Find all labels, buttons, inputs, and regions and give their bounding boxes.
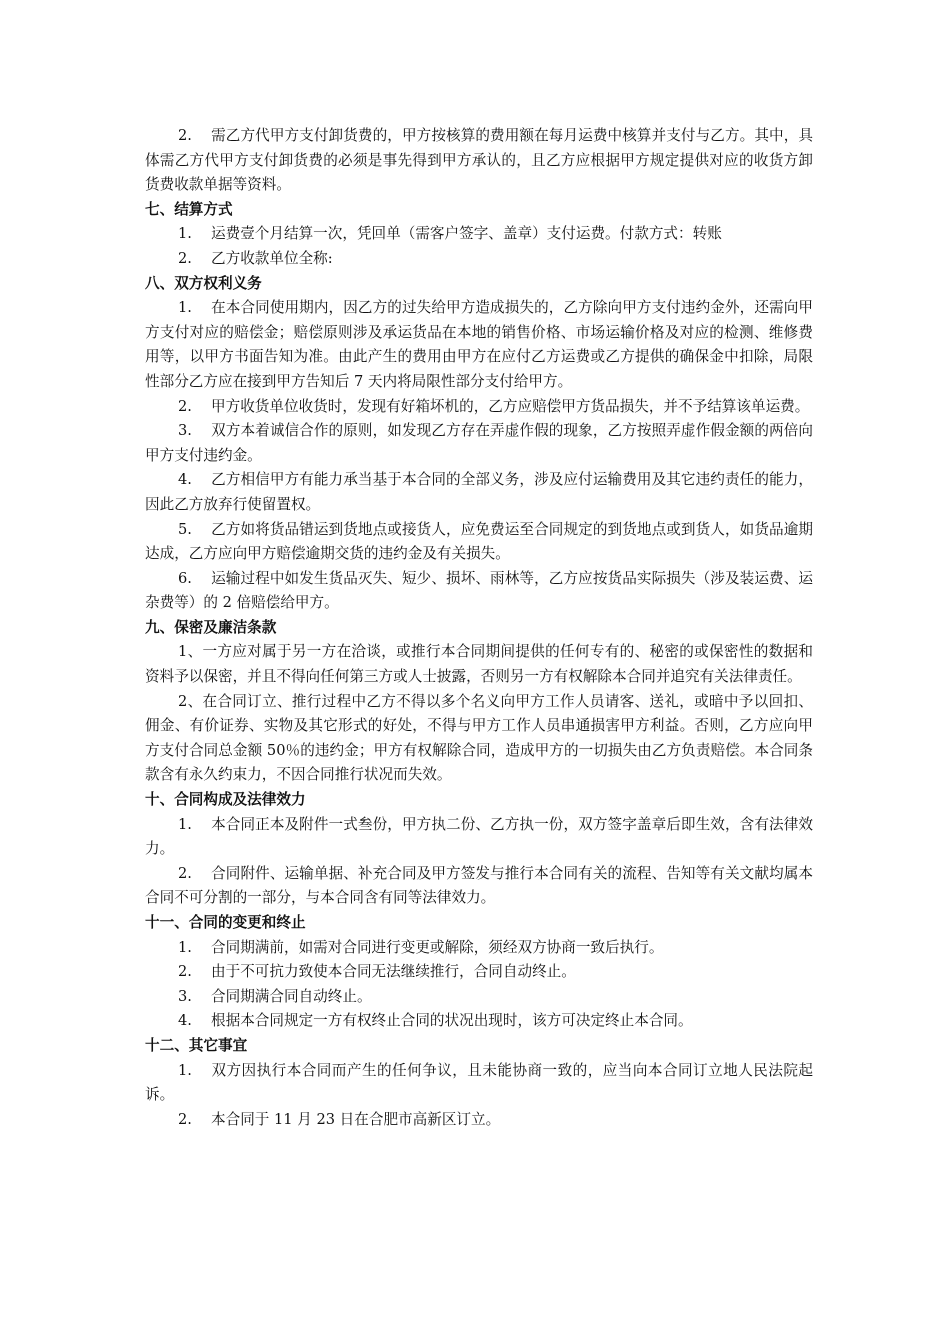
clause-text: 本合同于 11 月 23 日在合肥市高新区订立。 [211, 1110, 501, 1128]
clause-number: 2. [178, 397, 192, 415]
section-12-heading: 十二、其它事宜 [145, 1036, 248, 1054]
clause-7-2 [145, 247, 813, 272]
clause-text: 合同期满合同自动终止。 [211, 987, 372, 1005]
clause-number: 5. [178, 520, 192, 538]
clause-8-4 [145, 468, 813, 517]
clause-number: 1. [178, 225, 192, 243]
clause-8-5 [145, 518, 813, 567]
clause-text: 在本合同使用期内，因乙方的过失给甲方造成损失的，乙方除向甲方支付违约金外，还需向甲方支付对应的赔偿金；赔偿原则涉及承运货品在本地的销售价格、市场运输价格及对应的检测、维修费用等，以甲方书面告知为准。由此产生的费用由甲方在应付乙方运费或乙方提供的确保金中扣除，局限性部分乙方应在接到甲方告知后 7 天内将局限性部分支付给甲方。 [145, 299, 813, 390]
clause-10-1 [145, 813, 813, 862]
clause-8-3 [145, 419, 813, 468]
clause-text: 双方因执行本合同而产生的任何争议，且未能协商一致的，应当向本合同订立地人民法院起诉。 [145, 1061, 813, 1104]
clause-11-3 [145, 985, 813, 1010]
clause-8-2 [145, 395, 813, 420]
clause-text: 由于不可抗力致使本合同无法继续推行，合同自动终止。 [211, 963, 576, 981]
clause-11-2 [145, 960, 813, 985]
section-7-heading: 七、结算方式 [145, 200, 233, 218]
clause-number: 4. [178, 471, 192, 489]
clause-text: 运输过程中如发生货品灭失、短少、损坏、雨林等，乙方应按货品实际损失（涉及装运费、运杂费等）的 2 倍赔偿给甲方。 [145, 569, 813, 612]
clause-text: 合同期满前，如需对合同进行变更或解除，须经双方协商一致后执行。 [211, 938, 664, 956]
clause-8-6 [145, 567, 813, 616]
clause-text: 本合同正本及附件一式叁份，甲方执二份、乙方执一份，双方签字盖章后即生效，含有法律效力。 [145, 815, 813, 858]
clause-text: 需乙方代甲方支付卸货费的，甲方按核算的费用额在每月运费中核算并支付与乙方。其中，具体需乙方代甲方支付卸货费的必须是事先得到甲方承认的，且乙方应根据甲方规定提供对应的收货方卸货费收款单据等资料。 [145, 127, 813, 194]
clause-number: 1. [178, 299, 192, 317]
clause-6-2 [145, 124, 813, 198]
document-page [145, 124, 813, 1132]
clause-number: 6. [178, 569, 192, 587]
clause-text: 乙方相信甲方有能力承当基于本合同的全部义务，涉及应付运输费用及其它违约责任的能力，因此乙方放弃行使留置权。 [145, 471, 813, 513]
clause-9-2: 2、在合同订立、推行过程中乙方不得以多个名义向甲方工作人员请客、送礼，或暗中予以回扣、佣金、有价证券、实物及其它形式的好处，不得与甲方工作人员串通损害甲方利益。否则，乙方应向甲方支付合同总金额 50％的违约金；甲方有权解除合同，造成甲方的一切损失由乙方负责赔偿。本合同条款含有永久约束力，不因合同推行状况而失效。 [145, 692, 813, 784]
clause-text: 合同附件、运输单据、补充合同及甲方签发与推行本合同有关的流程、告知等有关文献均属本合同不可分割的一部分，与本合同含有同等法律效力。 [145, 864, 813, 907]
clause-number: 2. [178, 963, 192, 981]
clause-10-2 [145, 862, 813, 911]
clause-11-1 [145, 936, 813, 961]
clause-number: 3. [178, 987, 192, 1005]
clause-text: 双方本着诚信合作的原则，如发现乙方存在弄虚作假的现象，乙方按照弄虚作假金额的两倍向甲方支付违约金。 [145, 422, 813, 464]
clause-number: 2. [178, 127, 192, 144]
section-9-heading: 九、保密及廉洁条款 [145, 618, 277, 636]
clause-number: 1. [178, 938, 192, 956]
clause-12-1 [145, 1059, 813, 1108]
clause-8-1 [145, 296, 813, 394]
clause-text: 乙方收款单位全称: [211, 249, 333, 267]
section-10-heading: 十、合同构成及法律效力 [145, 791, 306, 809]
section-11-heading: 十一、合同的变更和终止 [145, 914, 306, 931]
clause-text: 根据本合同规定一方有权终止合同的状况出现时，该方可决定终止本合同。 [211, 1012, 693, 1030]
clause-number: 3. [178, 422, 192, 440]
clause-number: 2. [178, 864, 192, 882]
clause-text: 乙方如将货品错运到货地点或接货人，应免费运至合同规定的到货地点或到货人，如货品逾期达成，乙方应向甲方赔偿逾期交货的违约金及有关损失。 [145, 520, 813, 563]
clause-12-2 [145, 1108, 813, 1133]
clause-number: 1. [178, 1061, 192, 1079]
clause-11-4 [145, 1009, 813, 1034]
clause-7-1 [145, 222, 813, 247]
clause-number: 2. [178, 249, 192, 267]
section-8-heading: 八、双方权利义务 [145, 274, 262, 292]
clause-number: 1. [178, 815, 192, 833]
clause-9-1: 1、一方应对属于另一方在洽谈，或推行本合同期间提供的任何专有的、秘密的或保密性的数据和资料予以保密，并且不得向任何第三方或人士披露，否则另一方有权解除本合同并追究有关法律责任。 [145, 643, 813, 686]
clause-number: 4. [178, 1012, 192, 1030]
clause-text: 甲方收货单位收货时，发现有好箱坏机的，乙方应赔偿甲方货品损失，并不予结算该单运费。 [211, 397, 810, 415]
clause-number: 2. [178, 1110, 192, 1128]
clause-text: 运费壹个月结算一次，凭回单（需客户签字、盖章）支付运费。付款方式：转账 [211, 225, 722, 243]
